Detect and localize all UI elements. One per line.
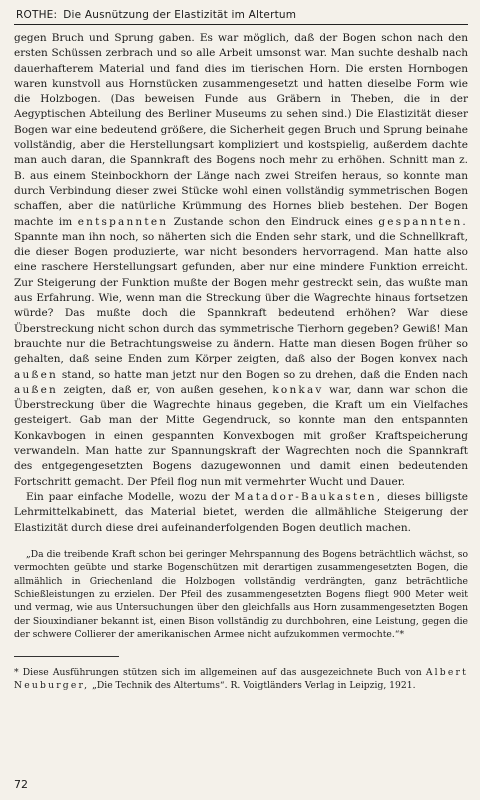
- text-run: Ein paar einfache Modelle, wozu der: [26, 490, 230, 503]
- header-author: ROTHE:: [16, 9, 58, 21]
- footnote-author: Albert Neuburger,: [14, 666, 468, 692]
- emphasized-word: entspannten: [77, 215, 169, 228]
- footnote-text: „Die Technik des Altertums“. R. Voigtländers Verlag in Leipzig, 1921.: [92, 680, 416, 692]
- emphasized-word: gespannten.: [378, 215, 468, 228]
- text-run: stand, so hatte man jetzt nur den Bogen so zu drehen, daß die Enden nach: [61, 368, 468, 381]
- book-page: [14, 8, 468, 702]
- text-run: zeigten, daß er, von außen gesehen,: [63, 383, 267, 396]
- emphasized-word: Matador-Baukasten,: [234, 490, 383, 503]
- paragraph: [14, 31, 468, 490]
- header-title: Die Ausnützung der Elastizität im Altertum: [63, 9, 297, 21]
- text-run: Spannte man ihn noch, so näherten sich die Enden sehr stark, und die Schnellkraft, die dieser Bogen produzierte, war nicht besonders hervorragend. Man hatte also eine raschere Herstellungsart gefunden, aber nur eine mindere Funktion erreicht. Zur Steigerung der Funktion mußte der Bogen mehr gestreckt sein, das wußte man aus Erfahrung. Wie, wenn man die Streckung über die Wagrechte hinaus fortsetzen würde? Das mußte doch die Spannkraft bedeutend erhöhen? War diese Überstreckung nicht schon durch das symmetrische Tierhorn gegeben? Gewiß! Man brauchte nur die Betrachtungsweise zu ändern. Hatte man diesen Bogen früher so gehalten, daß seine Enden zum Körper zeigten, daß also der Bogen konvex nach: [14, 230, 468, 366]
- text-run: dieses billigste Lehrmittelkabinett, das Material bietet, werden die allmähliche Steigerung der Elastizität durch diese drei aufeinanderfolgenden Bogen deutlich machen.: [14, 490, 469, 534]
- emphasized-word: außen: [14, 368, 59, 381]
- paragraph: [14, 490, 468, 536]
- block-quote: „Da die treibende Kraft schon bei geringer Mehrspannung des Bogens beträchtlich wächst, so vermochten geübte und starke Bogenschützen mit derartigen zusammengesetzten Bogen, die allmählich in Griechenland die Holzbogen vollständig verdrängten, ganz beträchtliche Schießleistungen zu erzielen. Der Pfeil des zusammengesetzten Bogens fliegt 900 Meter weit und vermag, wie aus Untersuchungen über den gleichfalls aus Horn zusammengesetzten Bogen der Siouxindianer bekannt ist, einen Bison vollständig zu durchbohren, eine Leistung, gegen die der schwere Collierer der amerikanischen Armee nicht aufzukommen vermochte.“*: [14, 548, 468, 641]
- footnote-rule: [14, 656, 119, 657]
- text-run: war, dann war schon die Überstreckung über die Wagrechte hinaus gegeben, die Kraft um ein Vielfaches gesteigert. Gab man der Mitte Gegendruck, so konnte man den entspannten Konkavbogen in einen gespannten Konvexbogen mit großer Kraftspeicherung verwandeln. Man hatte zur Spannungskraft der Wagrechten noch die Spannkraft des entgegengesetzten Bogens dazugewonnen und damit einen bedeutenden Fortschritt gemacht. Der Pfeil flog nun mit vermehrter Wucht und Dauer.: [14, 383, 468, 488]
- text-run: Zustande schon den Eindruck eines: [173, 215, 373, 228]
- body-text: [14, 31, 468, 536]
- page-number: 72: [14, 778, 28, 791]
- emphasized-word: konkav: [272, 383, 324, 396]
- footnote-text: * Diese Ausführungen stützen sich im allgemeinen auf das ausgezeichnete Buch von: [14, 666, 422, 678]
- footnote: [14, 666, 468, 693]
- text-run: gegen Bruch und Sprung gaben. Es war möglich, daß der Bogen schon nach den ersten Schüssen zerbrach und so alle Arbeit umsonst war. Man suchte deshalb nach dauerhafterem Material und fand dies im tierischen Horn. Die ersten Hornbogen waren kunstvoll aus Hornstücken zusammengesetzt und hatten dieselbe Form wie die Holzbogen. (Das beweisen Funde aus Gräbern in Theben, die in der Aegyptischen Abteilung des Berliner Museums zu sehen sind.) Die Elastizität dieser Bogen war eine bedeutend größere, die Sicherheit gegen Bruch und Sprung beinahe vollständig, aber die Herstellungsart kompliziert und kostspielig, außerdem dachte man auch daran, die Spannkraft des Bogens noch mehr zu erhöhen. Schnitt man z. B. aus einem Steinbockhorn der Länge nach zwei Streifen heraus, so konnte man durch Verbindung dieser zwei Stücke wohl einen vollständig symmetrischen Bogen schaffen, aber die natürliche Krümmung des Hornes blieb bestehen. Der Bogen machte im: [14, 32, 468, 228]
- running-header: [14, 8, 468, 25]
- emphasized-word: außen: [14, 383, 59, 396]
